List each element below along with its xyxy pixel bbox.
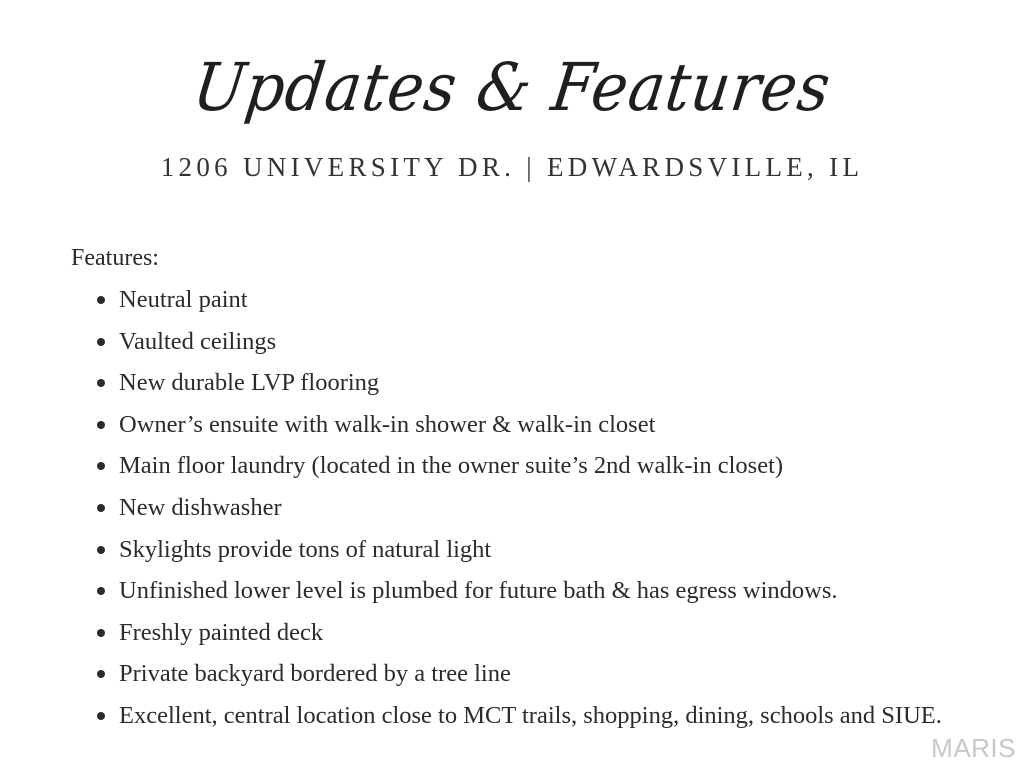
- bullet-icon: [97, 338, 105, 346]
- list-item: [94, 492, 942, 534]
- list-item-text: New dishwasher: [119, 493, 282, 521]
- bullet-icon: [97, 504, 105, 512]
- bullet-icon: [97, 421, 105, 429]
- bullet-icon: [97, 379, 105, 387]
- list-item-text: New durable LVP flooring: [119, 369, 380, 397]
- list-item: [94, 367, 942, 409]
- watermark-logo: MARIS: [931, 733, 1016, 763]
- list-item-text: Private backyard bordered by a tree line: [119, 660, 511, 688]
- feature-list: [94, 284, 942, 742]
- bullet-icon: [97, 462, 105, 470]
- list-item: [94, 700, 942, 742]
- bullet-icon: [97, 712, 105, 720]
- features-heading: Features:: [71, 245, 159, 271]
- bullet-icon: [97, 587, 105, 595]
- list-item-text: Neutral paint: [119, 286, 248, 313]
- bullet-icon: [97, 546, 105, 554]
- list-item: [94, 409, 942, 451]
- bullet-icon: [97, 629, 105, 637]
- list-item: [94, 575, 942, 617]
- list-item: [94, 284, 942, 326]
- list-item: [94, 534, 942, 576]
- bullet-icon: [97, 296, 105, 304]
- list-item-text: Owner’s ensuite with walk-in shower & walk-in closet: [119, 410, 656, 438]
- list-item-text: Skylights provide tons of natural light: [119, 535, 492, 563]
- list-item: [94, 326, 942, 368]
- list-item-text: Unfinished lower level is plumbed for future bath & has egress windows.: [119, 577, 838, 605]
- property-address: 1206 UNIVERSITY DR. | EDWARDSVILLE, IL: [160, 152, 864, 182]
- list-item-text: Vaulted ceilings: [119, 327, 277, 355]
- list-item-text: Main floor laundry (located in the owner suite’s 2nd walk-in closet): [119, 452, 784, 480]
- list-item: [94, 658, 942, 700]
- page-title: Updates & Features: [188, 49, 836, 126]
- list-item: [94, 617, 942, 659]
- list-item: [94, 450, 942, 492]
- bullet-icon: [97, 670, 105, 678]
- list-item-text: Excellent, central location close to MCT trails, shopping, dining, schools and SIUE.: [119, 701, 942, 729]
- list-item-text: Freshly painted deck: [119, 618, 324, 646]
